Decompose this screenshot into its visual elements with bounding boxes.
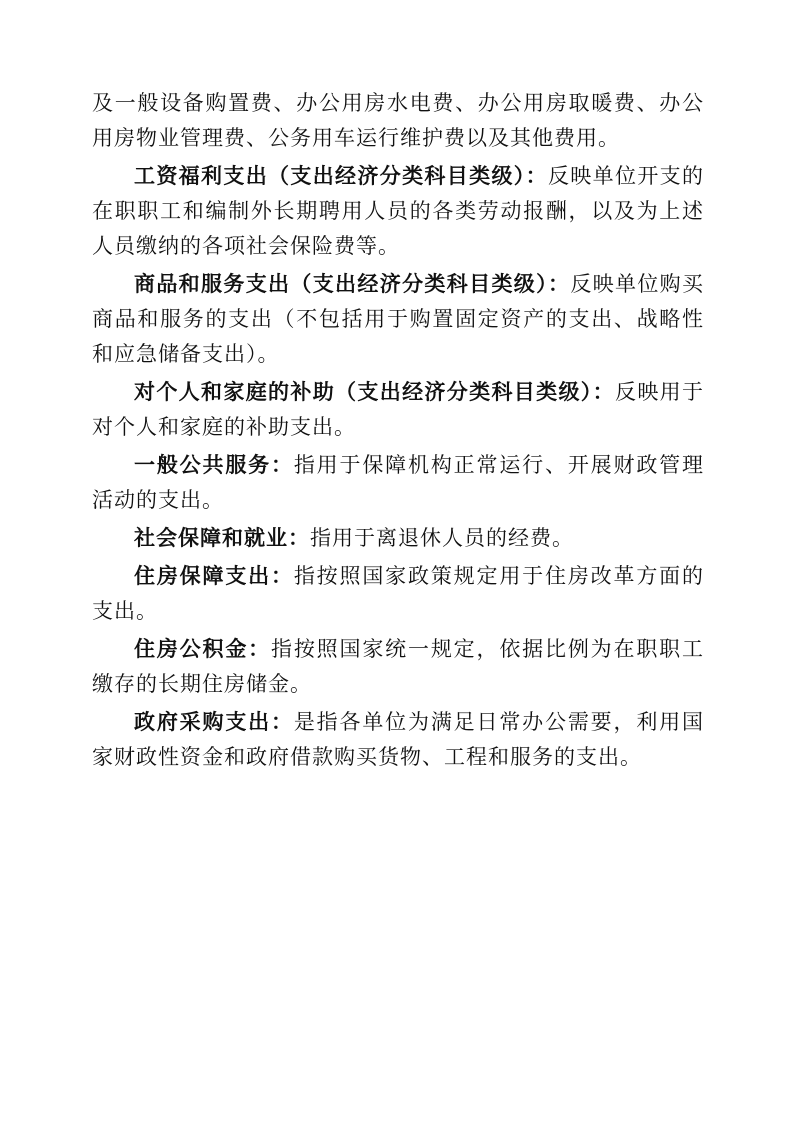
paragraph-text: 是指各单位为满足日常办公需要，利用国家财政性资金和政府借款购买货物、工程和服务的支出。	[92, 710, 705, 769]
paragraph-housing-security	[92, 559, 704, 629]
term-heading: 商品和服务支出（支出经济分类科目类级）：	[134, 272, 571, 296]
paragraph-text: 及一般设备购置费、办公用房水电费、办公用房取暖费、办公用房物业管理费、公务用车运行维护费以及其他费用。	[92, 91, 704, 150]
document-body	[92, 86, 704, 778]
paragraph-text: 指按照国家政策规定用于住房改革方面的支出。	[92, 564, 705, 623]
term-heading: 政府采购支出：	[134, 710, 294, 734]
paragraph-social-security	[92, 521, 704, 556]
term-heading: 工资福利支出（支出经济分类科目类级）：	[134, 164, 548, 188]
term-heading: 住房公积金：	[134, 637, 271, 661]
paragraph-text: 反映单位开支的在职职工和编制外长期聘用人员的各类劳动报酬，以及为上述人员缴纳的各项社会保险费等。	[92, 164, 705, 258]
paragraph-household-subsidy	[92, 375, 704, 445]
paragraph-text: 指用于保障机构正常运行、开展财政管理活动的支出。	[92, 453, 705, 512]
paragraph-expense-continuation	[92, 86, 704, 156]
paragraph-text: 反映单位购买商品和服务的支出（不包括用于购置固定资产的支出、战略性和应急储备支出）。	[92, 272, 705, 366]
paragraph-text: 反映用于对个人和家庭的补助支出。	[92, 380, 705, 439]
paragraph-salary-welfare	[92, 159, 704, 264]
paragraph-government-procurement	[92, 705, 704, 775]
paragraph-public-services	[92, 448, 704, 518]
paragraph-text: 指用于离退休人员的经费。	[310, 526, 574, 550]
term-heading: 住房保障支出：	[134, 564, 294, 588]
term-heading: 社会保障和就业：	[134, 526, 310, 550]
paragraph-housing-fund	[92, 632, 704, 702]
term-heading: 一般公共服务：	[134, 453, 294, 477]
term-heading: 对个人和家庭的补助（支出经济分类科目类级）：	[134, 380, 615, 404]
paragraph-text: 指按照国家统一规定，依据比例为在职职工缴存的长期住房储金。	[92, 637, 704, 696]
paragraph-goods-services	[92, 267, 704, 372]
